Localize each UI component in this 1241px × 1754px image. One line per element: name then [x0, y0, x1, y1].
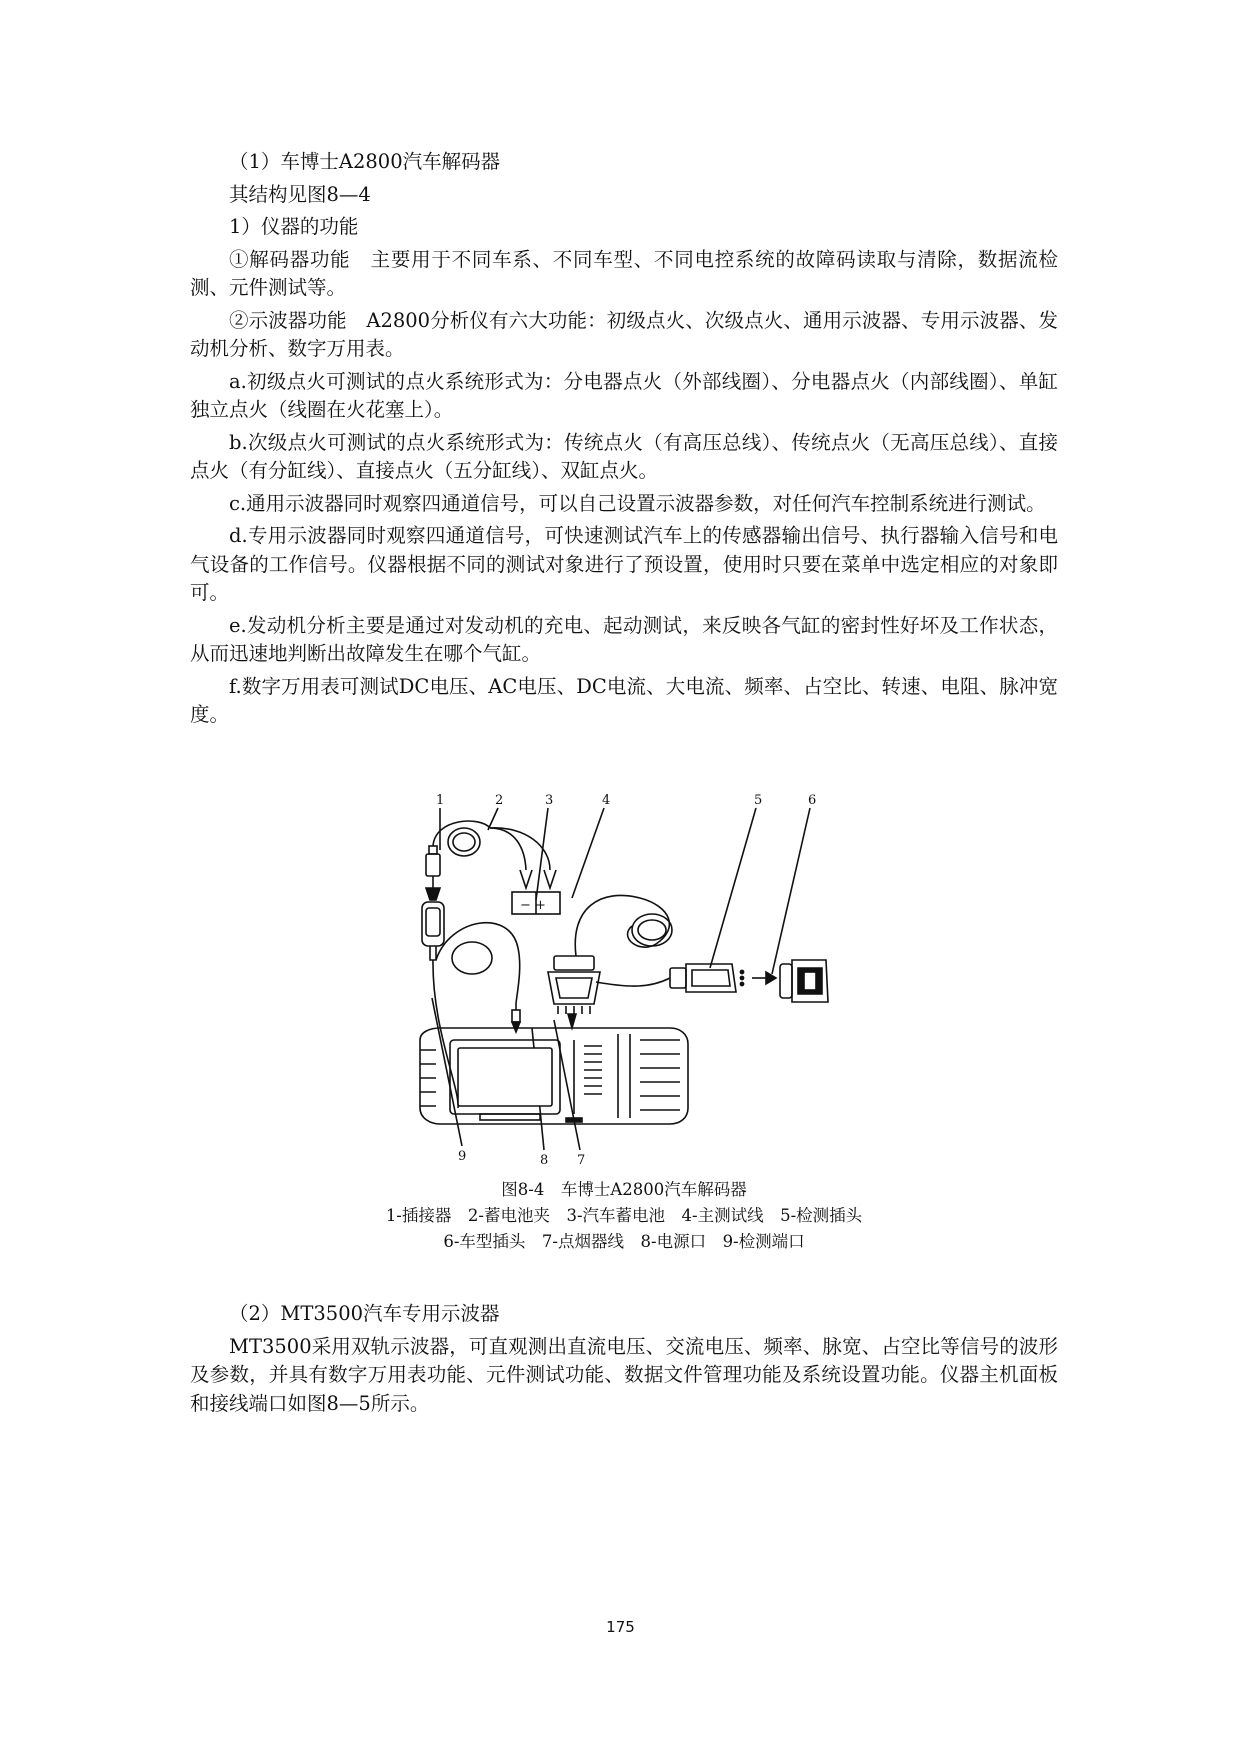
caption-legend-line-1: 1-插接器 2-蓄电池夹 3-汽车蓄电池 4-主测试线 5-检测插头 — [385, 1206, 863, 1225]
paragraph-oscilloscope: ②示波器功能 A2800分析仪有六大功能：初级点火、次级点火、通用示波器、专用示波器、发动机分析、数字万用表。 — [190, 308, 1058, 360]
structure-reference: 其结构见图8—4 — [229, 182, 371, 206]
label-7: 7 — [577, 1153, 586, 1168]
battery-terminals-sign: − + — [520, 898, 546, 913]
label-2: 2 — [495, 793, 504, 808]
label-5: 5 — [754, 793, 763, 808]
figure-8-4-diagram — [340, 788, 900, 1168]
section-2-heading: （2）MT3500汽车专用示波器 — [229, 1302, 500, 1325]
label-6: 6 — [808, 793, 817, 808]
function-subheading: 1）仪器的功能 — [229, 215, 359, 238]
paragraph-secondary-ignition: b.次级点火可测试的点火系统形式为：传统点火（有高压总线）、传统点火（无高压总线）、直接点火（有分缸线）、直接点火（五分缸线）、双缸点火。 — [190, 430, 1058, 482]
page-number: 175 — [606, 1618, 635, 1636]
paragraph-mt3500: MT3500采用双轨示波器，可直观测出直流电压、交流电压、频率、脉宽、占空比等信号的波形及参数，并具有数字万用表功能、元件测试功能、数据文件管理功能及系统设置功能。仪器主机面板和接线端口如图8—5所示。 — [190, 1334, 1058, 1415]
paragraph-decoder: ①解码器功能 主要用于不同车系、不同车型、不同电控系统的故障码读取与清除，数据流检测、元件测试等。 — [190, 247, 1058, 299]
label-3: 3 — [545, 793, 554, 808]
section-2 — [190, 1300, 1058, 1422]
paragraph-general-scope: c.通用示波器同时观察四通道信号，可以自己设置示波器参数，对任何汽车控制系统进行测试。 — [229, 491, 1046, 515]
label-4: 4 — [602, 793, 611, 808]
paragraph-multimeter: f.数字万用表可测试DC电压、AC电压、DC电流、大电流、频率、占空比、转速、电阻、脉冲宽度。 — [190, 674, 1058, 726]
paragraph-primary-ignition: a.初级点火可测试的点火系统形式为：分电器点火（外部线圈）、分电器点火（内部线圈）、单缸独立点火（线圈在火花塞上）。 — [190, 369, 1058, 421]
section-1 — [190, 148, 1058, 734]
label-8: 8 — [540, 1153, 549, 1168]
figure-caption — [190, 1177, 1058, 1255]
paragraph-engine-analysis: e.发动机分析主要是通过对发动机的充电、起动测试，来反映各气缸的密封性好坏及工作状态，从而迅速地判断出故障发生在哪个气缸。 — [190, 613, 1058, 665]
paragraph-special-scope: d.专用示波器同时观察四通道信号，可快速测试汽车上的传感器输出信号、执行器输入信号和电气设备的工作信号。仪器根据不同的测试对象进行了预设置，使用时只要在菜单中选定相应的对象即可。 — [190, 524, 1058, 604]
label-9: 9 — [458, 1149, 467, 1164]
label-1: 1 — [436, 793, 445, 808]
section-1-heading: （1）车博士A2800汽车解码器 — [229, 150, 501, 173]
caption-legend-line-2: 6-车型插头 7-点烟器线 8-电源口 9-检测端口 — [443, 1232, 805, 1251]
caption-title: 图8-4 车博士A2800汽车解码器 — [501, 1180, 747, 1199]
